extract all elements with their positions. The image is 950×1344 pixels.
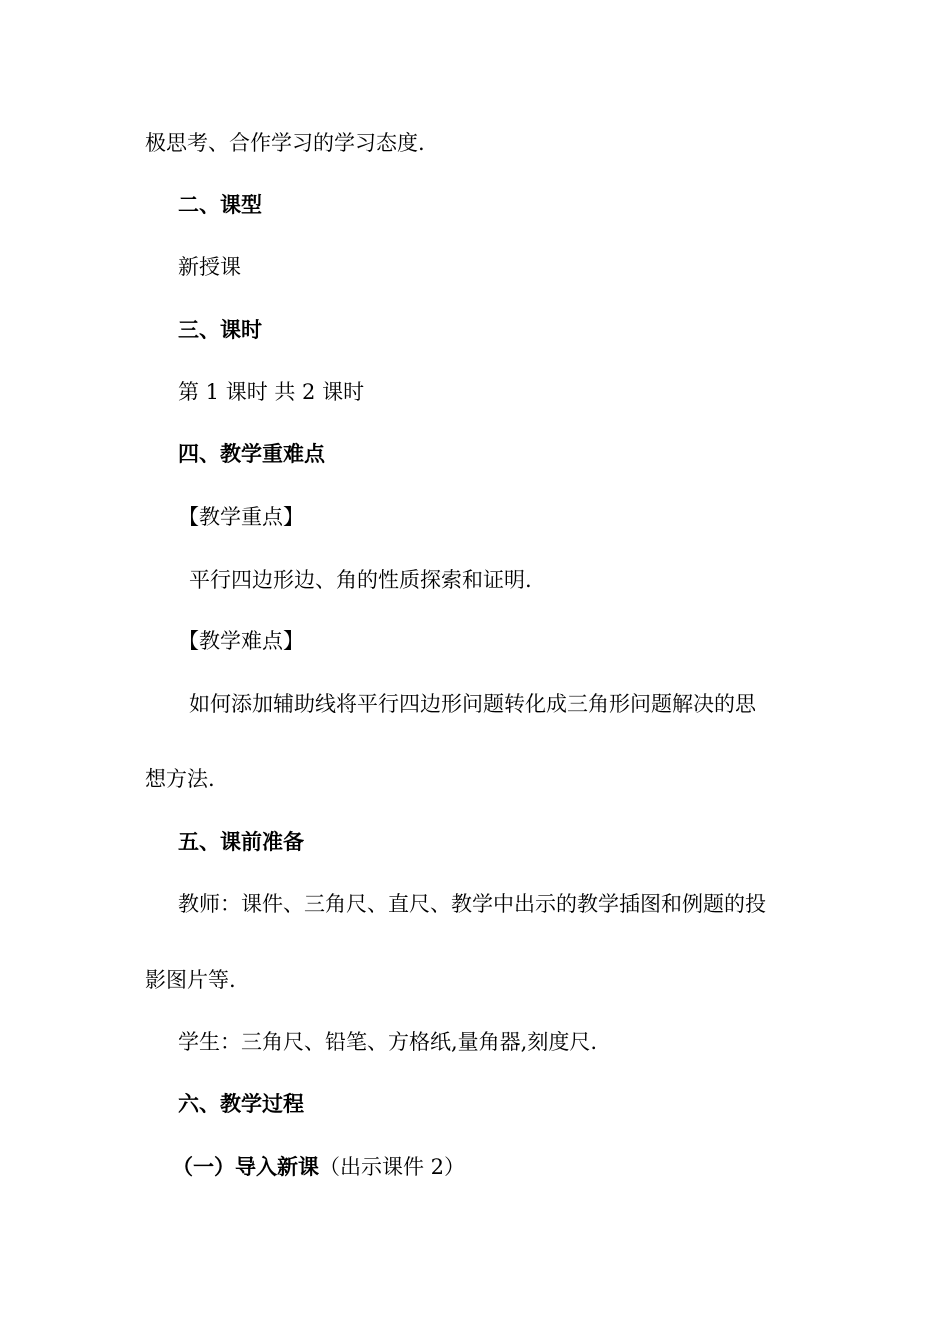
- class-hours-value: 第 1 课时 共 2 课时: [178, 380, 365, 404]
- section-heading-course-type: 二、课型: [178, 192, 262, 217]
- section-heading-preparation: 五、课前准备: [178, 829, 304, 854]
- section-heading-teaching-process: 六、教学过程: [178, 1091, 304, 1116]
- paragraph-continuation: 极思考、合作学习的学习态度.: [145, 131, 425, 155]
- preparation-teacher-line1: 教师：课件、三角尺、直尺、教学中出示的教学插图和例题的投: [178, 892, 766, 916]
- subsection-note: （出示课件 2）: [319, 1155, 466, 1179]
- teaching-focus-text: 平行四边形边、角的性质探索和证明.: [189, 568, 532, 592]
- section-heading-key-points: 四、教学重难点: [178, 441, 325, 466]
- preparation-student: 学生：三角尺、铅笔、方格纸,量角器,刻度尺.: [178, 1030, 598, 1054]
- subheading-teaching-focus: 【教学重点】: [178, 505, 304, 529]
- teaching-difficulty-text-line2: 想方法.: [145, 767, 215, 791]
- subsection-title: （一）导入新课: [172, 1154, 319, 1179]
- teaching-difficulty-text-line1: 如何添加辅助线将平行四边形问题转化成三角形问题解决的思: [189, 692, 756, 716]
- course-type-value: 新授课: [178, 255, 241, 279]
- subheading-teaching-difficulty: 【教学难点】: [178, 629, 304, 653]
- section-heading-class-hours: 三、课时: [178, 317, 262, 342]
- subsection-heading-introduction: [172, 1153, 465, 1181]
- preparation-teacher-line2: 影图片等.: [145, 968, 236, 992]
